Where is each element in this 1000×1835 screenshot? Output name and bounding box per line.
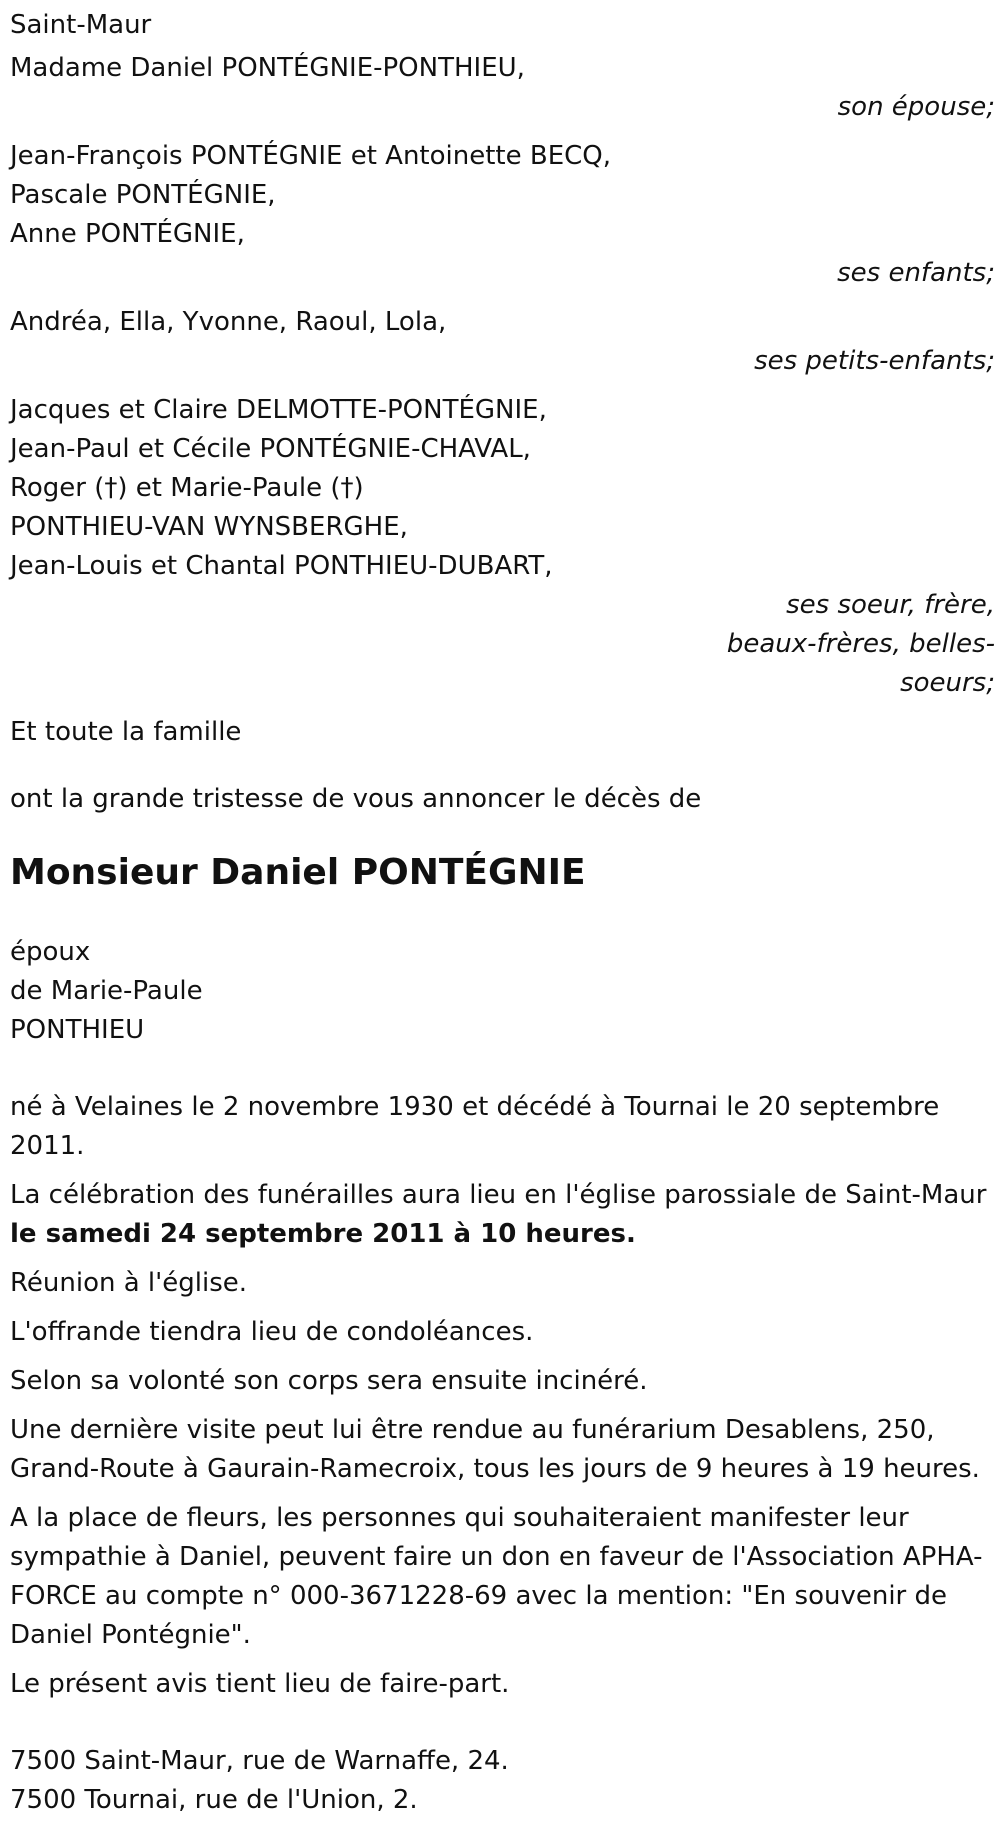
note-donation: A la place de fleurs, les personnes qui souhaiteraient manifester leur sympathie à Daniel, peuvent faire un don en faveur de l'Association APHA-FORCE au compte n° 000-3671228-69 avec la mention: "En souvenir de Daniel Pontégnie".	[10, 1503, 983, 1650]
family-name-line: Anne PONTÉGNIE,	[10, 219, 245, 249]
note-offering: L'offrande tiendra lieu de condoléances.	[10, 1317, 534, 1347]
family-name-line: Andréa, Ella, Yvonne, Raoul, Lola,	[10, 307, 447, 337]
family-name-line: Jean-François PONTÉGNIE et Antoinette BECQ,	[10, 141, 612, 171]
family-group-spouse	[10, 49, 995, 127]
family-names	[10, 49, 995, 88]
spouse-line: époux	[10, 937, 91, 967]
family-role: ses soeur, frère, beaux-frères, belles-soeurs;	[726, 590, 995, 698]
family-role: ses petits-enfants;	[754, 346, 995, 376]
family-name-line: Jacques et Claire DELMOTTE-PONTÉGNIE,	[10, 395, 547, 425]
spouse-info	[10, 933, 990, 1050]
spouse-line: de Marie-Paule	[10, 976, 203, 1006]
deceased-name: Monsieur Daniel PONTÉGNIE	[10, 852, 586, 893]
birth-death-info: né à Velaines le 2 novembre 1930 et décédé à Tournai le 20 septembre 2011.	[10, 1092, 940, 1161]
family-name-line: PONTHIEU-VAN WYNSBERGHE,	[10, 512, 408, 542]
note-cremation: Selon sa volonté son corps sera ensuite incinéré.	[10, 1366, 648, 1396]
note-notice: Le présent avis tient lieu de faire-part.	[10, 1669, 510, 1699]
family-name-line: Jean-Louis et Chantal PONTHIEU-DUBART,	[10, 551, 553, 581]
family-names	[10, 137, 995, 254]
address-line: 7500 Tournai, rue de l'Union, 2.	[10, 1785, 418, 1815]
header-city: Saint-Maur	[10, 10, 152, 40]
family-group-children	[10, 137, 995, 293]
family-closing: Et toute la famille	[10, 717, 242, 747]
family-name-line: Roger (†) et Marie-Paule (†)	[10, 473, 364, 503]
family-role: ses enfants;	[837, 258, 995, 288]
family-name-line: Pascale PONTÉGNIE,	[10, 180, 276, 210]
address-line: 7500 Saint-Maur, rue de Warnaffe, 24.	[10, 1746, 509, 1776]
addresses	[10, 1742, 990, 1820]
spouse-line: PONTHIEU	[10, 1015, 145, 1045]
family-role: son épouse;	[837, 92, 995, 122]
family-name-line: Jean-Paul et Cécile PONTÉGNIE-CHAVAL,	[10, 434, 531, 464]
family-names	[10, 391, 995, 586]
family-name-line: Madame Daniel PONTÉGNIE-PONTHIEU,	[10, 53, 525, 83]
announcement: ont la grande tristesse de vous annoncer le décès de	[10, 784, 702, 814]
ceremony-info	[10, 1176, 990, 1254]
ceremony-text: La célébration des funérailles aura lieu en l'église parossiale de Saint-Maur	[10, 1180, 987, 1210]
ceremony-date: le samedi 24 septembre 2011 à 10 heures.	[10, 1219, 636, 1249]
family-group-grandchildren	[10, 303, 995, 381]
note-meeting: Réunion à l'église.	[10, 1268, 248, 1298]
family-names	[10, 303, 995, 342]
note-visit: Une dernière visite peut lui être rendue au funérarium Desablens, 250, Grand-Route à Gaurain-Ramecroix, tous les jours de 9 heures à 19 heures.	[10, 1415, 980, 1484]
family-group-siblings	[10, 391, 995, 703]
